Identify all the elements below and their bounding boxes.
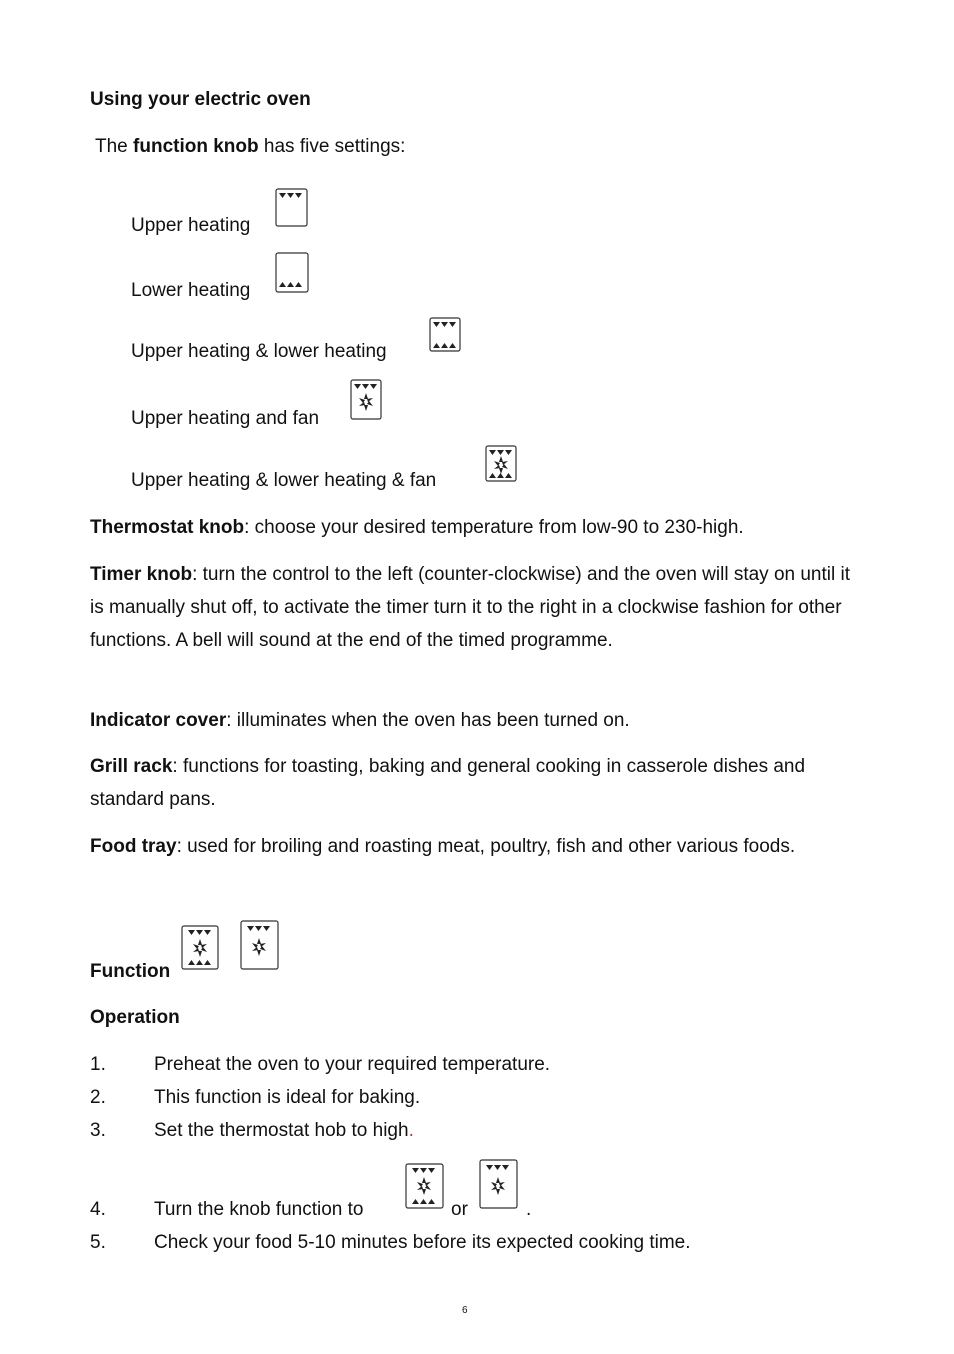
step-trailing-dot: . xyxy=(408,1120,414,1141)
upper-heating-icon xyxy=(275,188,308,228)
step-end-dot: . xyxy=(526,1199,532,1220)
indicator-text: : illuminates when the oven has been turned on. xyxy=(226,710,630,731)
step-text-main: Set the thermostat hob to high xyxy=(154,1120,409,1141)
step-or-text: or xyxy=(451,1199,468,1220)
step-number: 4. xyxy=(90,1199,106,1220)
thermostat-term: Thermostat knob xyxy=(90,517,245,538)
step-number: 2. xyxy=(90,1087,106,1108)
upper-heating-fan-icon xyxy=(350,379,382,421)
upper-heating-fan-icon xyxy=(240,920,279,971)
upper-lower-heating-icon xyxy=(429,317,461,353)
thermostat-text: : choose your desired temperature from low-90 to 230-high. xyxy=(244,517,744,538)
intro-bold: function knob xyxy=(133,136,259,157)
upper-lower-heating-fan-icon xyxy=(405,1163,444,1210)
operation-heading: Operation xyxy=(90,1007,180,1028)
food-paragraph xyxy=(90,830,860,863)
upper-lower-heating-fan-icon xyxy=(181,925,219,971)
food-text: : used for broiling and roasting meat, poultry, fish and other various foods. xyxy=(176,836,796,857)
page-number: 6 xyxy=(462,1305,468,1316)
grill-term: Grill rack xyxy=(90,756,173,777)
grill-paragraph xyxy=(90,750,860,816)
setting-label-lower: Lower heating xyxy=(131,280,251,301)
setting-label-upper: Upper heating xyxy=(131,215,251,236)
intro-post: has five settings: xyxy=(258,136,406,157)
step-text: Preheat the oven to your required temperature. xyxy=(154,1054,551,1075)
timer-paragraph xyxy=(90,558,860,657)
function-heading: Function xyxy=(90,961,171,982)
intro-pre: The xyxy=(95,136,134,157)
step-text: Turn the knob function to xyxy=(154,1199,364,1220)
step-text: Check your food 5-10 minutes before its expected cooking time. xyxy=(154,1232,691,1253)
setting-label-upper-lower-fan: Upper heating & lower heating & fan xyxy=(131,470,437,491)
setting-label-upper-fan: Upper heating and fan xyxy=(131,408,320,429)
step-number: 3. xyxy=(90,1120,106,1141)
timer-term: Timer knob xyxy=(90,564,193,585)
upper-heating-fan-icon xyxy=(479,1159,518,1210)
lower-heating-icon xyxy=(275,252,309,294)
food-term: Food tray xyxy=(90,836,177,857)
step-number: 1. xyxy=(90,1054,106,1075)
upper-lower-heating-fan-icon xyxy=(485,445,517,483)
page-heading: Using your electric oven xyxy=(90,89,311,110)
step-number: 5. xyxy=(90,1232,106,1253)
step-text: This function is ideal for baking. xyxy=(154,1087,421,1108)
setting-label-upper-lower: Upper heating & lower heating xyxy=(131,341,387,362)
intro-line xyxy=(95,135,405,159)
indicator-paragraph xyxy=(90,704,860,737)
thermostat-paragraph xyxy=(90,511,860,544)
step-text xyxy=(154,1119,414,1143)
indicator-term: Indicator cover xyxy=(90,710,227,731)
grill-text: : functions for toasting, baking and general cooking in casserole dishes and standard pans. xyxy=(90,756,806,810)
timer-text: : turn the control to the left (counter-clockwise) and the oven will stay on until it is manually shut off, to activate the timer turn it to the right in a clockwise fashion for other functions. A bell will sound at the end of the timed programme. xyxy=(90,564,850,651)
